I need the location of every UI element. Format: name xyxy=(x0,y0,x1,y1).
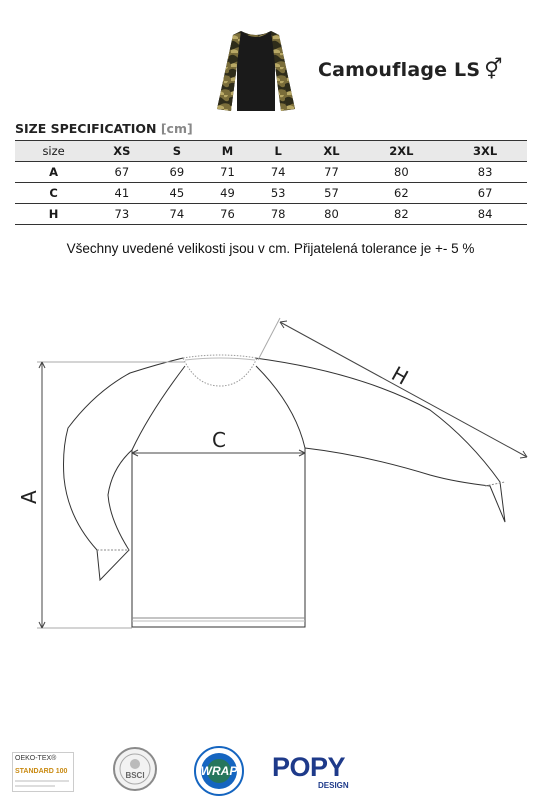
oeko-tex-standard: STANDARD 100 xyxy=(15,768,68,775)
table-row xyxy=(15,162,527,183)
table-cell: 74 xyxy=(169,207,185,221)
table-cell: 69 xyxy=(169,165,185,179)
row-label: A xyxy=(49,165,59,179)
column-header: XL xyxy=(323,144,340,158)
bsci-label: BSCI xyxy=(125,771,145,780)
column-header: S xyxy=(172,144,181,158)
oeko-tex-name: OEKO-TEX® xyxy=(15,755,57,762)
column-header: XS xyxy=(113,144,131,158)
table-cell: 45 xyxy=(169,186,185,200)
wrap-logo xyxy=(194,746,244,796)
table-cell: 80 xyxy=(394,165,409,179)
popy-wordmark: POPY xyxy=(272,752,346,782)
table-cell: 80 xyxy=(324,207,339,221)
unisex-symbol: ⚥ xyxy=(484,57,503,81)
row-label: H xyxy=(48,207,59,221)
table-cell: 41 xyxy=(114,186,130,200)
popy-design-logo xyxy=(272,752,362,792)
table-row xyxy=(15,183,527,204)
label-a: A xyxy=(17,490,41,504)
column-header: L xyxy=(274,144,282,158)
table-cell: 77 xyxy=(324,165,339,179)
column-header: 3XL xyxy=(473,144,498,158)
column-header: size xyxy=(42,144,65,158)
table-cell: 53 xyxy=(270,186,286,200)
label-h: H xyxy=(387,361,413,390)
popy-subtitle: DESIGN xyxy=(318,781,349,790)
table-cell: 84 xyxy=(477,207,493,221)
product-title: Camouflage LS ⚥ xyxy=(318,57,503,81)
dimension-line-h xyxy=(280,322,527,457)
shirt-diagram xyxy=(0,300,541,645)
table-cell: 82 xyxy=(394,207,409,221)
size-table xyxy=(15,140,527,225)
table-cell: 62 xyxy=(394,186,409,200)
table-cell: 76 xyxy=(220,207,235,221)
label-c: C xyxy=(212,428,226,452)
table-cell: 74 xyxy=(270,165,286,179)
table-header-row xyxy=(15,141,527,162)
table-cell: 49 xyxy=(220,186,235,200)
table-cell: 67 xyxy=(477,186,493,200)
spec-heading: SIZE SPECIFICATION [cm] xyxy=(15,121,193,136)
table-cell: 71 xyxy=(220,165,235,179)
table-cell: 78 xyxy=(270,207,286,221)
spec-unit: [cm] xyxy=(160,121,193,136)
wrap-label: WRAP xyxy=(200,764,238,778)
table-cell: 67 xyxy=(114,165,130,179)
product-image xyxy=(215,25,297,113)
oeko-tex-logo xyxy=(12,752,74,792)
column-header: 2XL xyxy=(389,144,414,158)
shirt-outline xyxy=(64,358,506,627)
table-row xyxy=(15,204,527,225)
bsci-logo xyxy=(113,747,157,791)
table-cell: 73 xyxy=(114,207,130,221)
column-header: M xyxy=(221,144,234,158)
tolerance-note: Všechny uvedené velikosti jsou v cm. Přijatelená tolerance je +- 5 % xyxy=(66,241,475,256)
row-label: C xyxy=(49,186,58,200)
table-cell: 83 xyxy=(477,165,493,179)
table-cell: 57 xyxy=(324,186,339,200)
